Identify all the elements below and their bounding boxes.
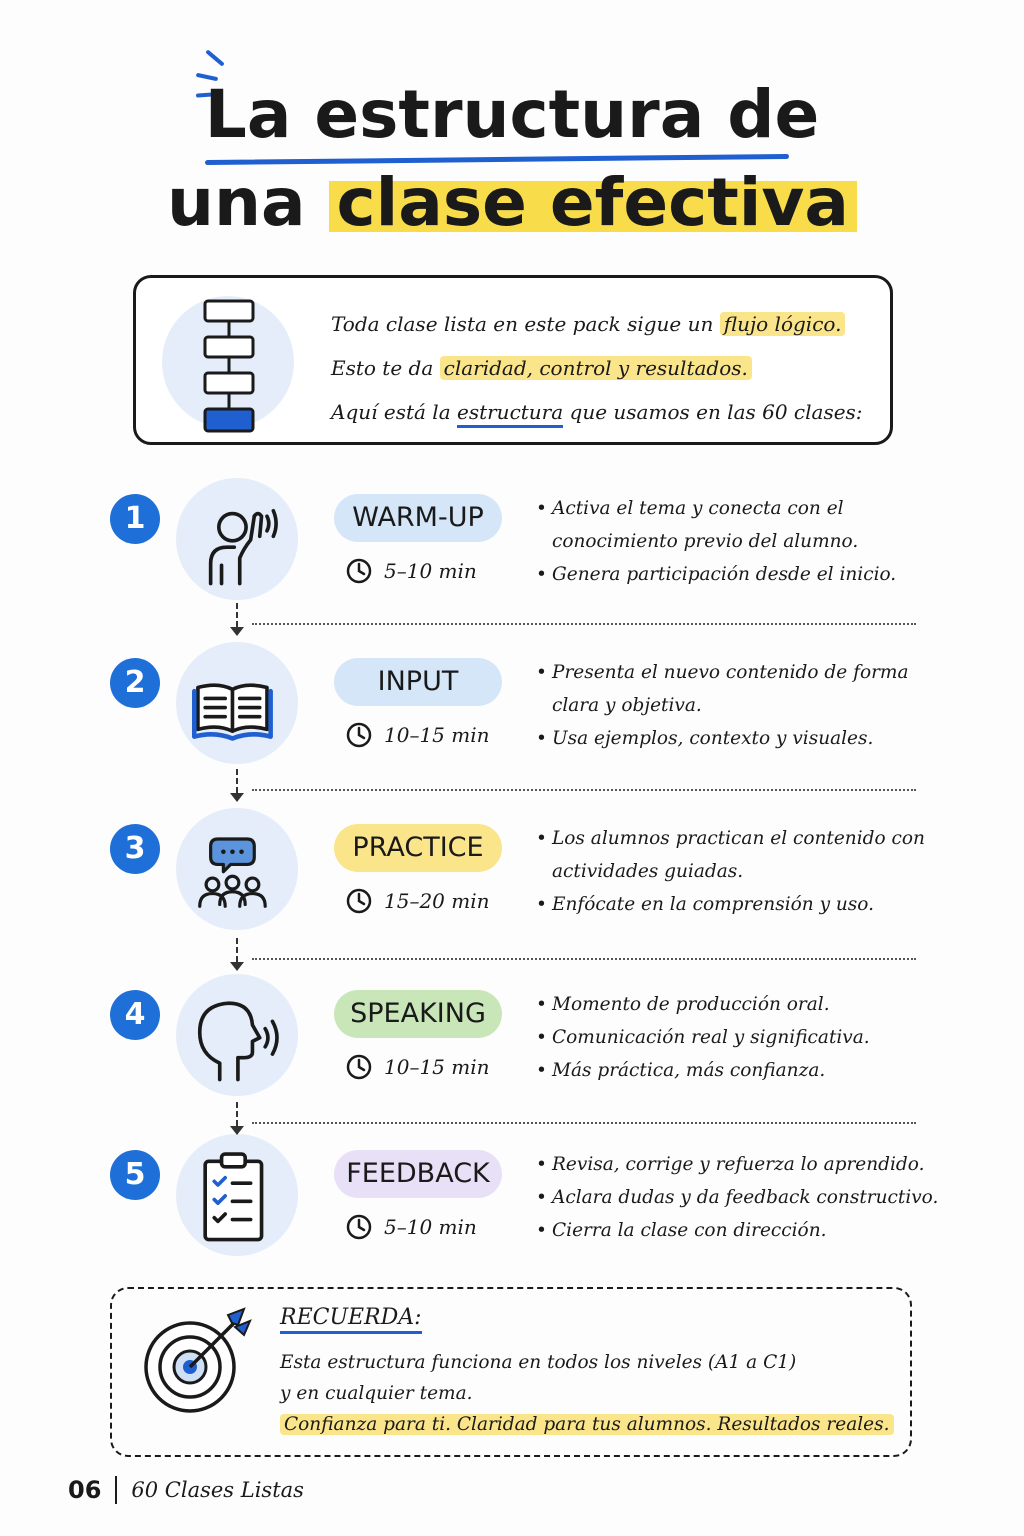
step-practice	[0, 808, 1024, 958]
step-input	[0, 642, 1024, 792]
page-footer	[68, 1476, 304, 1504]
step-icon-circle	[176, 1134, 298, 1256]
step-label-pill: PRACTICE	[334, 824, 502, 872]
page-number: 06	[68, 1476, 102, 1504]
intro-highlight-1: flujo lógico.	[720, 312, 846, 336]
step-icon-circle	[176, 808, 298, 930]
step-number-badge: 1	[110, 494, 160, 544]
intro-highlight-2: claridad, control y resultados.	[440, 356, 752, 380]
step-bullets	[536, 1148, 956, 1247]
page-title-line2: una clase efectiva	[0, 170, 1024, 236]
step-duration	[346, 722, 490, 748]
open-book-icon	[187, 653, 287, 753]
step-bullet: • Presenta el nuevo contenido de forma clara y objetiva.	[536, 656, 956, 722]
step-bullet: • Activa el tema y conecta con el conocimiento previo del alumno.	[536, 492, 956, 558]
step-duration	[346, 888, 490, 914]
step-number-badge: 4	[110, 990, 160, 1040]
intro-line-3: Aquí está la estructura que usamos en las 60 clases:	[331, 396, 863, 440]
speaking-head-icon	[187, 985, 287, 1085]
step-bullet: • Enfócate en la comprensión y uso.	[536, 888, 956, 921]
step-label-pill: FEEDBACK	[334, 1150, 502, 1198]
step-bullets	[536, 988, 956, 1087]
step-duration-text: 10–15 min	[384, 1055, 490, 1079]
step-label-pill: WARM-UP	[334, 494, 502, 542]
title-highlight: clase efectiva	[329, 164, 857, 241]
step-duration-text: 10–15 min	[384, 723, 490, 747]
intro-line-1: Toda clase lista en este pack sigue un flujo lógico.	[331, 308, 863, 352]
clock-icon	[346, 1214, 372, 1240]
step-connector	[236, 769, 238, 793]
recuerda-title: RECUERDA:	[280, 1305, 422, 1334]
step-feedback	[0, 1134, 1024, 1284]
step-icon-circle	[176, 642, 298, 764]
step-label-pill: INPUT	[334, 658, 502, 706]
clock-icon	[346, 722, 372, 748]
clipboard-checklist-icon	[187, 1145, 287, 1245]
recuerda-highlight: Confianza para ti. Claridad para tus alumnos. Resultados reales.	[280, 1414, 894, 1435]
step-bullets	[536, 822, 956, 921]
step-bullet: • Cierra la clase con dirección.	[536, 1214, 956, 1247]
step-warm-up	[0, 478, 1024, 628]
step-bullet: • Aclara dudas y da feedback constructivo.	[536, 1181, 956, 1214]
group-chat-icon	[187, 819, 287, 919]
step-connector	[236, 603, 238, 627]
step-duration	[346, 558, 477, 584]
arrow-down-icon	[230, 962, 244, 971]
step-separator	[252, 958, 916, 960]
recuerda-line-1: Esta estructura funciona en todos los niveles (A1 a C1)	[280, 1352, 797, 1373]
intro-line-2: Esto te da claridad, control y resultados.	[331, 352, 863, 396]
recuerda-text	[280, 1347, 894, 1440]
step-number-badge: 5	[110, 1150, 160, 1200]
step-connector	[236, 1102, 238, 1126]
step-label-pill: SPEAKING	[334, 990, 502, 1038]
recuerda-box	[110, 1287, 912, 1457]
recuerda-line-2: y en cualquier tema.	[280, 1383, 473, 1404]
step-icon-circle	[176, 478, 298, 600]
flowchart-icon	[202, 298, 256, 438]
arrow-down-icon	[230, 793, 244, 802]
step-bullet: • Comunicación real y significativa.	[536, 1021, 956, 1054]
target-arrow-icon	[142, 1307, 252, 1417]
step-bullet: • Más práctica, más confianza.	[536, 1054, 956, 1087]
intro-box	[133, 275, 893, 445]
clock-icon	[346, 1054, 372, 1080]
step-bullet: • Revisa, corrige y refuerza lo aprendido.	[536, 1148, 956, 1181]
step-duration-text: 15–20 min	[384, 889, 490, 913]
step-separator	[252, 623, 916, 625]
step-bullets	[536, 492, 956, 591]
intro-underlined-word: estructura	[457, 400, 563, 428]
step-speaking	[0, 974, 1024, 1124]
step-separator	[252, 789, 916, 791]
person-waving-icon	[187, 489, 287, 589]
recuerda-line-3	[280, 1409, 894, 1440]
step-separator	[252, 1122, 916, 1124]
arrow-down-icon	[230, 627, 244, 636]
clock-icon	[346, 888, 372, 914]
step-bullet: • Los alumnos practican el contenido con actividades guiadas.	[536, 822, 956, 888]
step-bullets	[536, 656, 956, 755]
step-icon-circle	[176, 974, 298, 1096]
step-number-badge: 2	[110, 658, 160, 708]
footer-divider	[115, 1476, 117, 1504]
step-connector	[236, 938, 238, 962]
intro-text	[331, 308, 863, 440]
step-bullet: • Genera participación desde el inicio.	[536, 558, 956, 591]
step-duration-text: 5–10 min	[384, 1215, 477, 1239]
step-number-badge: 3	[110, 824, 160, 874]
step-bullet: • Momento de producción oral.	[536, 988, 956, 1021]
step-duration	[346, 1054, 490, 1080]
arrow-down-icon	[230, 1126, 244, 1135]
book-title: 60 Clases Listas	[131, 1478, 304, 1502]
step-duration	[346, 1214, 477, 1240]
step-duration-text: 5–10 min	[384, 559, 477, 583]
step-bullet: • Usa ejemplos, contexto y visuales.	[536, 722, 956, 755]
page-title-line1: La estructura de	[0, 82, 1024, 148]
clock-icon	[346, 558, 372, 584]
